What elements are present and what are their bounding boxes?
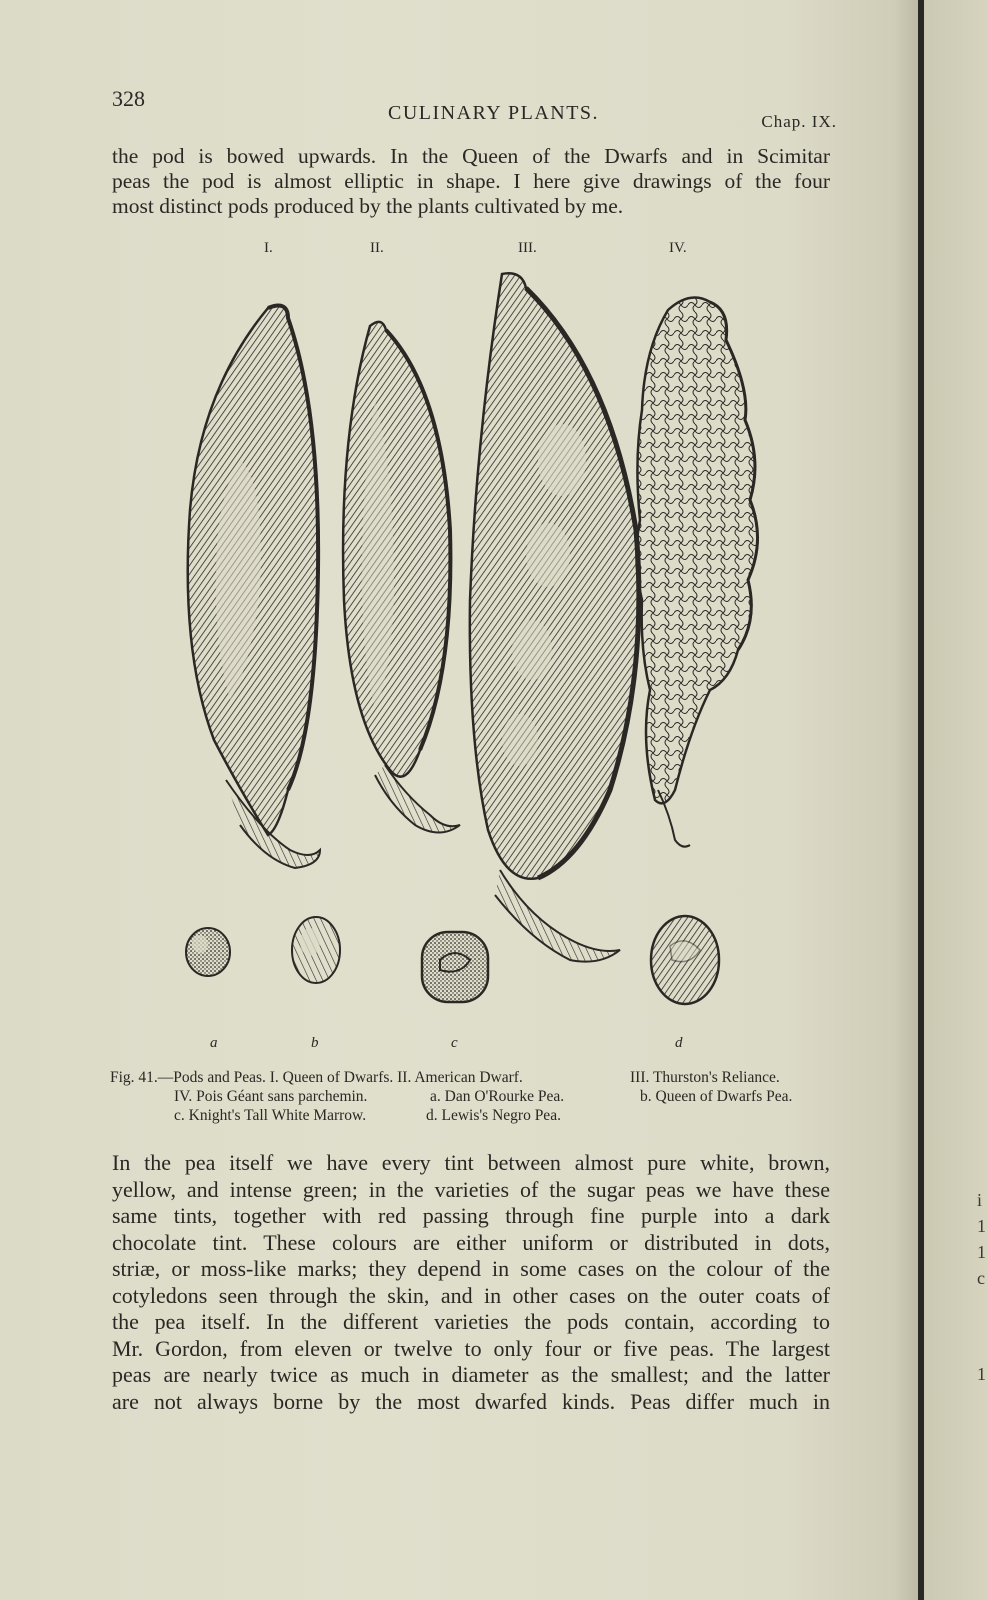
pods-and-peas-engraving [170, 270, 770, 1030]
text-line: most distinct pods produced by the plants cultivated by me. [112, 194, 624, 218]
text-line: same tints, together with red passing through fine purple into a dark [112, 1203, 830, 1228]
text-line: the pea itself. In the different varieties the pods contain, according to [112, 1309, 830, 1334]
pod-iv-drawing [636, 298, 757, 847]
caption-text: III. Thurston's Reliance. [630, 1069, 780, 1086]
figure-caption [110, 1068, 825, 1125]
page-number: 328 [112, 86, 145, 111]
pea-a-drawing [186, 928, 230, 976]
facing-page-fragment: i [977, 1190, 983, 1210]
pod-label-iv: IV. [669, 240, 687, 256]
chapter-label: Chap. IX. [761, 112, 837, 131]
body-paragraph [112, 1150, 830, 1415]
text-line: Mr. Gordon, from eleven or twelve to only four or five peas. The largest [112, 1335, 830, 1361]
facing-page-edge [924, 0, 988, 1600]
pod-label-i: I. [264, 240, 273, 256]
caption-text: d. Lewis's Negro Pea. [426, 1107, 561, 1124]
text-line: In the pea itself we have every tint between almost pure white, brown, [112, 1150, 830, 1175]
caption-text: Fig. 41.—Pods and Peas. I. Queen of Dwarfs. II. American Dwarf. [110, 1069, 523, 1086]
pod-ii-drawing [343, 322, 460, 833]
facing-page-fragment: 1 [977, 1242, 986, 1262]
pea-d-drawing [651, 916, 719, 1004]
caption-text: b. Queen of Dwarfs Pea. [640, 1088, 793, 1105]
text-line: striæ, or moss-like marks; they depend in some cases on the colour of the [112, 1256, 830, 1281]
facing-page-fragment: 1 [977, 1216, 986, 1236]
text-line: the pod is bowed upwards. In the Queen of the Dwarfs and in Scimitar [112, 144, 830, 168]
caption-text: c. Knight's Tall White Marrow. [174, 1107, 367, 1124]
pod-label-ii: II. [370, 240, 384, 256]
facing-page-fragment: 1 [977, 1364, 986, 1384]
text-line: peas the pod is almost elliptic in shape. I here give drawings of the four [112, 169, 830, 193]
pea-label-c: c [451, 1035, 458, 1051]
running-head: CULINARY PLANTS. [388, 102, 600, 124]
pea-b-drawing [292, 917, 340, 983]
pea-label-a: a [210, 1035, 218, 1051]
pod-iii-drawing [470, 273, 639, 961]
caption-text: IV. Pois Géant sans parchemin. [174, 1088, 368, 1105]
text-line: peas are nearly twice as much in diameter as the smallest; and the latter [112, 1362, 830, 1387]
pea-label-d: d [675, 1035, 683, 1051]
text-line: are not always borne by the most dwarfed kinds. Peas differ much in [112, 1388, 830, 1414]
text-line: chocolate tint. These colours are either uniform or distributed in dots, [112, 1229, 830, 1255]
caption-text: a. Dan O'Rourke Pea. [430, 1088, 565, 1105]
pod-label-iii: III. [518, 240, 537, 256]
text-line: yellow, and intense green; in the varieties of the sugar peas we have these [112, 1176, 830, 1202]
page-header [112, 86, 837, 130]
pod-i-drawing [188, 306, 320, 868]
intro-paragraph [112, 144, 830, 219]
text-line: cotyledons seen through the skin, and in other cases on the outer coats of [112, 1282, 830, 1308]
pea-label-b: b [311, 1035, 319, 1051]
pea-c-drawing [422, 932, 488, 1002]
facing-page-fragment: c [977, 1268, 985, 1288]
